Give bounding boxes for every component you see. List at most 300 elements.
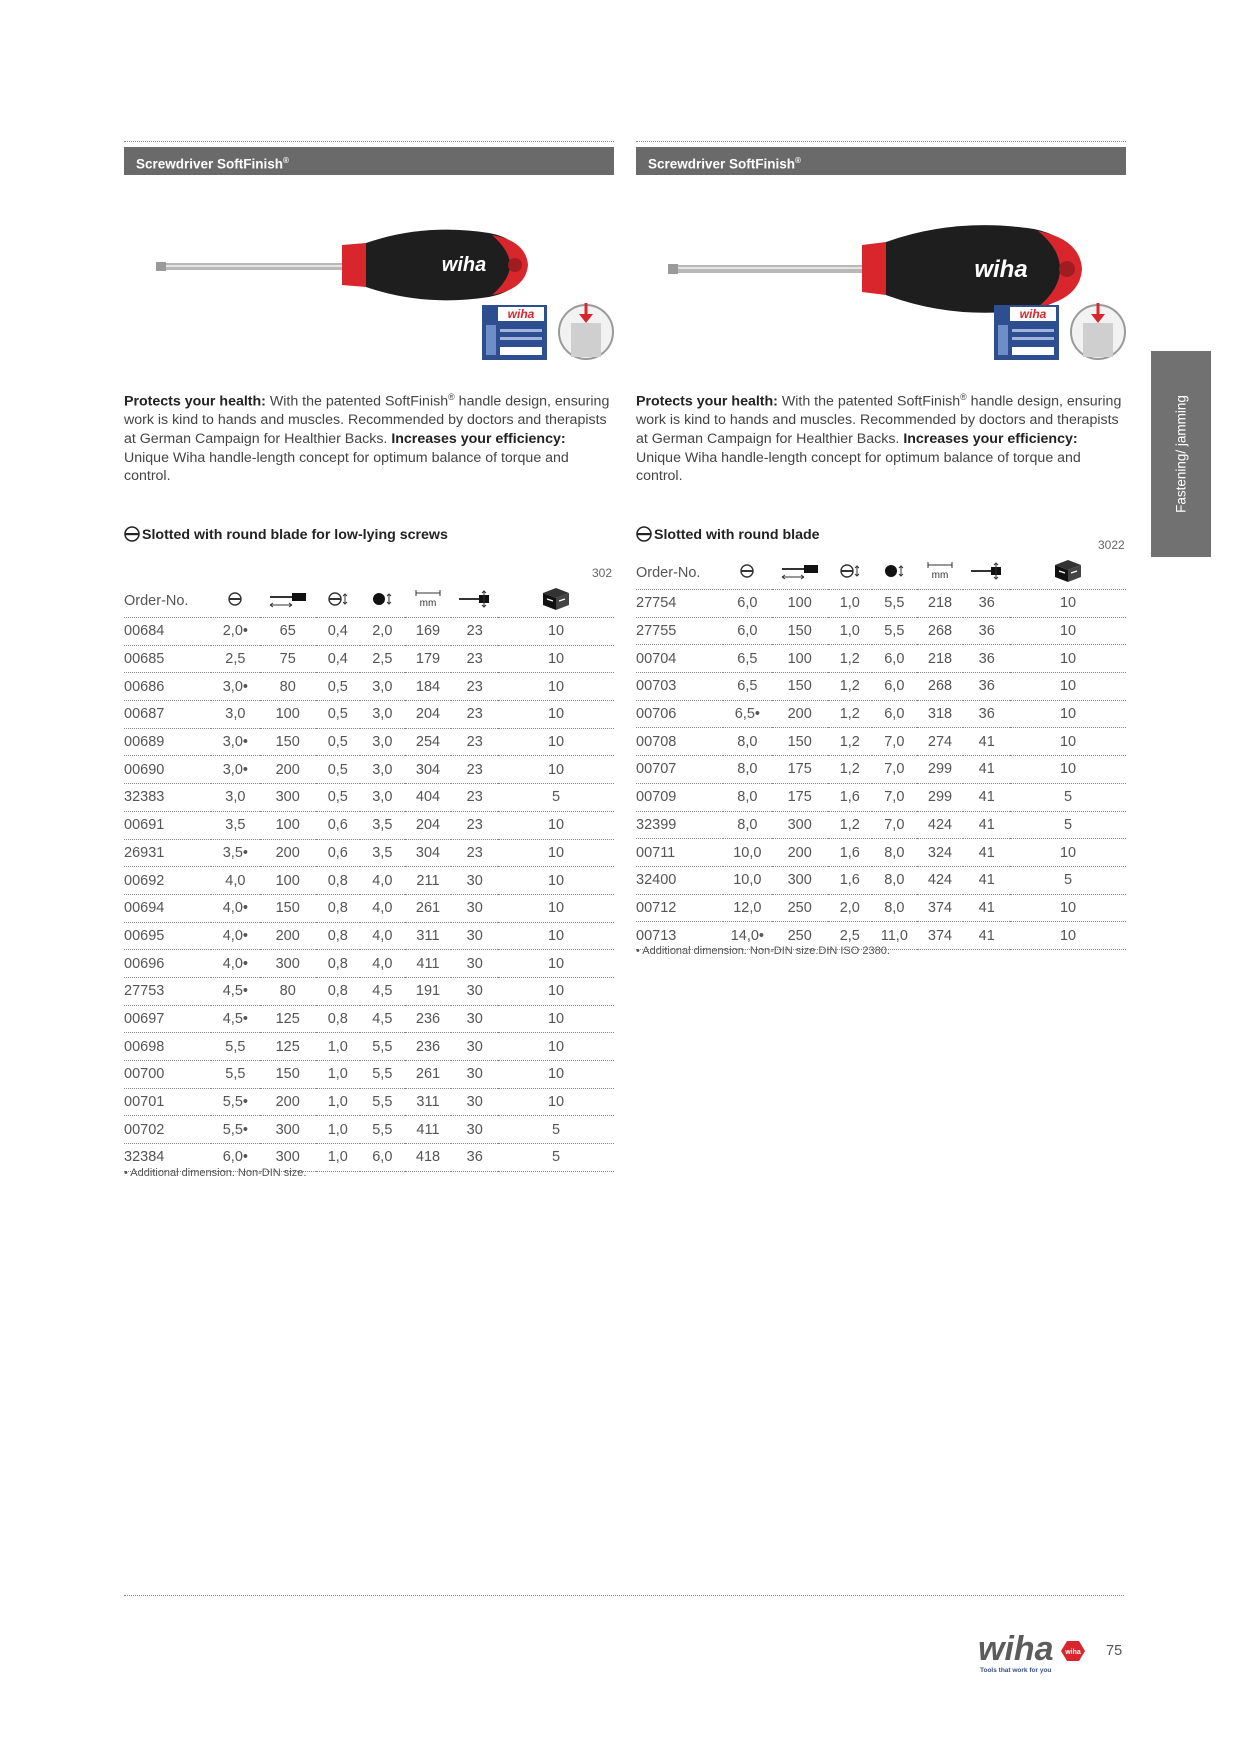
table-cell: 10,0 [723,839,772,867]
table-cell: 23 [451,811,498,839]
table-cell: 324 [917,839,964,867]
table-cell: 00695 [124,922,211,950]
table-row [636,590,1126,618]
table-cell: 150 [772,617,828,645]
table-cell: 100 [772,590,828,618]
table-cell: 23 [451,673,498,701]
table-cell: 7,0 [872,756,917,784]
table-cell: 1,0 [316,1033,361,1061]
table-cell: 10 [1010,673,1126,701]
table-row [124,756,614,784]
top-rule-right [636,141,1126,142]
table-cell: 411 [405,950,452,978]
table-cell: 2,5 [211,645,260,673]
table-row [124,894,614,922]
table-cell: 00685 [124,645,211,673]
table-row [124,701,614,729]
table-cell: 0,6 [316,839,361,867]
table-cell: 23 [451,756,498,784]
table-row [636,728,1126,756]
top-rule-left [124,141,614,142]
table-cell: 204 [405,701,452,729]
table-cell: 4,0 [360,867,405,895]
table-cell: 10 [498,1005,614,1033]
table-cell: 41 [963,756,1010,784]
table-cell: 32384 [124,1144,211,1172]
table-cell: 304 [405,839,452,867]
agr-certificate-badge [994,305,1059,360]
description-left [124,388,614,486]
table-cell: 300 [260,1116,316,1144]
subhead-text: Slotted with round blade [654,527,820,543]
section-header-title: Screwdriver SoftFinish [136,156,284,172]
table-header-row [636,557,1126,590]
table-row [124,977,614,1005]
table-cell: 10 [498,950,614,978]
table-cell: 32383 [124,784,211,812]
table-cell: 268 [917,617,964,645]
table-cell: 0,5 [316,784,361,812]
table-cell: 1,0 [316,1116,361,1144]
desc-text: With the patented SoftFinish [777,393,961,410]
table-cell: 200 [260,756,316,784]
table-cell: 3,0 [360,784,405,812]
table-cell: 404 [405,784,452,812]
agr-certificate-badge [482,305,547,360]
table-cell: 36 [963,590,1010,618]
table-cell: 23 [451,839,498,867]
table-row [636,866,1126,894]
table-cell: 236 [405,1005,452,1033]
table-cell: 1,0 [828,590,873,618]
table-cell: 424 [917,866,964,894]
table-cell: 8,0 [723,728,772,756]
table-cell: 23 [451,701,498,729]
table-cell: 175 [772,756,828,784]
header-icon-cell [360,585,405,618]
desc-text: handle design, ensuring work is kind to hands and muscles. Recommended by doctors and therapists at German Campaign for Healthier Backs. [124,393,610,447]
table-cell: 10 [1010,728,1126,756]
table-row [124,618,614,646]
logo-emblem-text: wiha [1065,1649,1081,1656]
table-cell: 30 [451,1005,498,1033]
table-row [636,839,1126,867]
svg-text:mm: mm [931,570,949,581]
table-cell: 23 [451,645,498,673]
table-row [124,867,614,895]
table-cell: 75 [260,645,316,673]
table-row [636,894,1126,922]
table-cell: 200 [260,1088,316,1116]
header-icon-cell [451,585,498,618]
table-cell: 150 [772,673,828,701]
table-cell: 12,0 [723,894,772,922]
section-header-title: Screwdriver SoftFinish [648,156,796,172]
table-cell: 125 [260,1033,316,1061]
table-cell: 374 [917,894,964,922]
screwdriver-image [156,230,528,301]
header-icon-cell [963,557,1010,590]
desc-text: handle design, ensuring work is kind to hands and muscles. Recommended by doctors and therapists at German Campaign for Healthier Backs. [636,393,1122,447]
blade-thickness-icon [839,563,861,579]
table-cell: 8,0 [872,866,917,894]
table-row [124,728,614,756]
table-cell: 00703 [636,673,723,701]
slot-tip-icon [739,564,755,578]
table-cell: 4,0• [211,922,260,950]
header-order-no: Order-No. [636,557,723,590]
table-cell: 411 [405,1116,452,1144]
table-row [636,700,1126,728]
section-header-right [636,147,1126,175]
table-cell: 5,5 [872,590,917,618]
header-icon-cell [316,585,361,618]
table-cell: 10 [1010,839,1126,867]
table-cell: 00690 [124,756,211,784]
logo-tagline: Tools that work for you [980,1667,1052,1674]
side-tab [1151,351,1211,557]
table-cell: 23 [451,618,498,646]
table-cell: 300 [260,1144,316,1172]
table-cell: 6,0 [872,645,917,673]
table-cell: 41 [963,839,1010,867]
registered-mark: ® [448,392,455,402]
slot-tip-icon [227,592,243,606]
table-cell: 30 [451,922,498,950]
header-icon-cell [723,557,772,590]
header-icon-cell [498,585,614,618]
product-image-left [124,195,614,370]
handle-diameter-icon [969,562,1005,580]
header-icon-cell [211,585,260,618]
table-cell: 0,5 [316,673,361,701]
table-cell: 23 [451,728,498,756]
table-cell: 1,6 [828,866,873,894]
table-cell: 00707 [636,756,723,784]
table-cell: 4,5• [211,977,260,1005]
table-cell: 204 [405,811,452,839]
table-cell: 41 [963,811,1010,839]
table-cell: 11,0 [872,922,917,950]
logo-wordmark: wiha [978,1630,1054,1668]
table-cell: 5 [498,1116,614,1144]
table-cell: 41 [963,728,1010,756]
table-cell: 36 [451,1144,498,1172]
table-cell: 299 [917,783,964,811]
table-cell: 299 [917,756,964,784]
table-cell: 2,0 [360,618,405,646]
table-cell: 27754 [636,590,723,618]
table-cell: 10 [498,728,614,756]
shaft-diameter-icon [883,563,905,579]
table-cell: 5,5 [872,617,917,645]
table-cell: 218 [917,590,964,618]
table-row [636,783,1126,811]
brand-logo [978,1628,1086,1676]
subhead-text: Slotted with round blade for low-lying screws [142,527,448,543]
table-cell: 41 [963,894,1010,922]
table-cell: 00694 [124,894,211,922]
table-cell: 00709 [636,783,723,811]
table-cell: 00689 [124,728,211,756]
table-cell: 5 [1010,783,1126,811]
table-cell: 27755 [636,617,723,645]
table-cell: 7,0 [872,728,917,756]
table-cell: 3,0 [360,701,405,729]
table-cell: 6,0• [211,1144,260,1172]
desc-bold-lead: Protects your health: [636,393,778,410]
table-cell: 0,8 [316,977,361,1005]
footnote-right: • Additional dimension. Non-DIN size.DIN ISO 2380. [636,945,890,957]
table-cell: 00687 [124,701,211,729]
table-cell: 2,5 [360,645,405,673]
table-cell: 8,0 [723,756,772,784]
table-row [124,1005,614,1033]
table-cell: 10 [1010,894,1126,922]
table-row [636,645,1126,673]
table-row [124,673,614,701]
table-cell: 300 [260,784,316,812]
table-cell: 36 [963,700,1010,728]
catalog-number-right: 3022 [1098,538,1125,552]
table-cell: 1,2 [828,673,873,701]
table-cell: 5,5 [360,1033,405,1061]
table-cell: 6,5• [723,700,772,728]
table-cell: 30 [451,950,498,978]
table-cell: 30 [451,1033,498,1061]
table-cell: 374 [917,922,964,950]
table-cell: 100 [260,701,316,729]
blade-length-icon [780,562,820,580]
table-cell: 150 [772,728,828,756]
slot-tip-icon [124,526,140,542]
table-cell: 00712 [636,894,723,922]
desc-text: Unique Wiha handle-length concept for optimum balance of torque and control. [636,449,1081,485]
table-cell: 218 [917,645,964,673]
table-cell: 10 [1010,756,1126,784]
header-icon-cell [772,557,828,590]
table-cell: 1,6 [828,839,873,867]
table-cell: 3,0• [211,728,260,756]
table-cell: 32400 [636,866,723,894]
table-row [124,784,614,812]
table-cell: 254 [405,728,452,756]
table-cell: 6,0 [872,700,917,728]
blade-length-icon [268,590,308,608]
table-cell: 41 [963,922,1010,950]
table-cell: 00711 [636,839,723,867]
table-row [124,922,614,950]
side-tab-label: Fastening/ jamming [1173,395,1189,513]
table-cell: 00702 [124,1116,211,1144]
table-row [636,673,1126,701]
table-row [124,1061,614,1089]
table-cell: 1,0 [316,1061,361,1089]
catalog-number-left: 302 [592,566,613,580]
table-cell: 3,0 [211,784,260,812]
table-cell: 10 [498,701,614,729]
table-cell: 261 [405,894,452,922]
handle-logo-text: wiha [441,254,487,276]
table-cell: 10 [498,839,614,867]
table-cell: 00704 [636,645,723,673]
table-cell: 169 [405,618,452,646]
table-cell: 0,8 [316,894,361,922]
table-cell: 6,0 [723,617,772,645]
table-row [124,1088,614,1116]
table-cell: 100 [260,811,316,839]
table-cell: 5,5 [360,1116,405,1144]
table-cell: 6,5 [723,645,772,673]
table-cell: 7,0 [872,811,917,839]
table-cell: 2,0• [211,618,260,646]
handle-logo-text: wiha [974,256,1028,283]
table-header-row [124,585,614,618]
table-cell: 5 [498,1144,614,1172]
table-cell: 300 [772,811,828,839]
table-cell: 4,0 [360,922,405,950]
table-cell: 2,0 [828,894,873,922]
table-cell: 5 [1010,866,1126,894]
registered-mark: ® [283,156,289,165]
table-cell: 200 [772,839,828,867]
table-cell: 191 [405,977,452,1005]
table-cell: 10 [498,673,614,701]
table-cell: 00706 [636,700,723,728]
table-cell: 5 [1010,811,1126,839]
screwdriver-image [668,225,1082,313]
table-cell: 5,5 [211,1061,260,1089]
table-cell: 1,0 [828,617,873,645]
table-cell: 3,0 [360,673,405,701]
table-row [636,617,1126,645]
table-cell: 184 [405,673,452,701]
table-cell: 30 [451,1088,498,1116]
table-cell: 00701 [124,1088,211,1116]
table-cell: 150 [260,894,316,922]
table-cell: 00713 [636,922,723,950]
table-cell: 211 [405,867,452,895]
table-cell: 32399 [636,811,723,839]
table-cell: 10 [498,811,614,839]
table-cell: 00708 [636,728,723,756]
table-cell: 4,0• [211,950,260,978]
table-cell: 10 [1010,645,1126,673]
table-cell: 7,0 [872,783,917,811]
svg-text:mm: mm [419,598,437,609]
table-cell: 26931 [124,839,211,867]
table-cell: 236 [405,1033,452,1061]
handle-diameter-icon [457,590,493,608]
table-cell: 1,0 [316,1088,361,1116]
table-cell: 0,5 [316,728,361,756]
table-cell: 00696 [124,950,211,978]
table-cell: 36 [963,617,1010,645]
table-cell: 179 [405,645,452,673]
table-cell: 1,0 [316,1144,361,1172]
table-cell: 1,2 [828,811,873,839]
table-cell: 27753 [124,977,211,1005]
table-cell: 4,0 [360,950,405,978]
bottom-rule [124,1595,1124,1596]
table-cell: 10 [498,1088,614,1116]
blade-tip-badge [559,303,613,359]
header-icon-cell [828,557,873,590]
table-row [124,645,614,673]
table-cell: 311 [405,1088,452,1116]
table-cell: 41 [963,866,1010,894]
table-cell: 1,6 [828,783,873,811]
table-cell: 0,4 [316,618,361,646]
subhead-left [124,526,448,543]
table-cell: 300 [772,866,828,894]
table-cell: 0,8 [316,922,361,950]
table-cell: 6,0 [360,1144,405,1172]
badge-brand-text: wiha [1019,307,1047,321]
header-order-no: Order-No. [124,585,211,618]
table-cell: 00698 [124,1033,211,1061]
table-row [124,839,614,867]
table-cell: 30 [451,867,498,895]
table-cell: 3,0• [211,756,260,784]
table-cell: 36 [963,645,1010,673]
table-cell: 8,0 [723,811,772,839]
desc-bold-second: Increases your efficiency: [391,430,566,447]
table-row [636,811,1126,839]
table-cell: 100 [772,645,828,673]
table-cell: 3,0 [360,756,405,784]
table-cell: 175 [772,783,828,811]
table-cell: 10 [498,977,614,1005]
table-cell: 6,0 [872,673,917,701]
table-cell: 0,8 [316,950,361,978]
table-row [636,756,1126,784]
table-cell: 4,0• [211,894,260,922]
total-length-icon [414,589,442,609]
blade-tip-badge [1071,303,1125,359]
table-cell: 10 [498,922,614,950]
table-cell: 3,5 [360,811,405,839]
table-cell: 3,0 [211,701,260,729]
shaft-diameter-icon [371,591,393,607]
table-cell: 00691 [124,811,211,839]
table-cell: 10 [498,756,614,784]
table-cell: 250 [772,922,828,950]
table-cell: 150 [260,1061,316,1089]
table-cell: 3,5 [360,839,405,867]
table-cell: 3,0 [360,728,405,756]
footnote-left: • Additional dimension. Non-DIN size. [124,1167,307,1179]
header-icon-cell [405,585,452,618]
table-cell: 274 [917,728,964,756]
table-cell: 1,2 [828,728,873,756]
table-cell: 418 [405,1144,452,1172]
table-cell: 311 [405,922,452,950]
registered-mark: ® [960,392,967,402]
table-cell: 4,5 [360,977,405,1005]
table-cell: 5,5 [360,1088,405,1116]
table-cell: 5,5 [360,1061,405,1089]
table-cell: 2,5 [828,922,873,950]
table-cell: 1,2 [828,645,873,673]
table-cell: 0,8 [316,1005,361,1033]
table-cell: 268 [917,673,964,701]
table-cell: 3,0• [211,673,260,701]
table-cell: 150 [260,728,316,756]
table-cell: 10 [1010,590,1126,618]
table-cell: 5,5• [211,1116,260,1144]
header-icon-cell [872,557,917,590]
